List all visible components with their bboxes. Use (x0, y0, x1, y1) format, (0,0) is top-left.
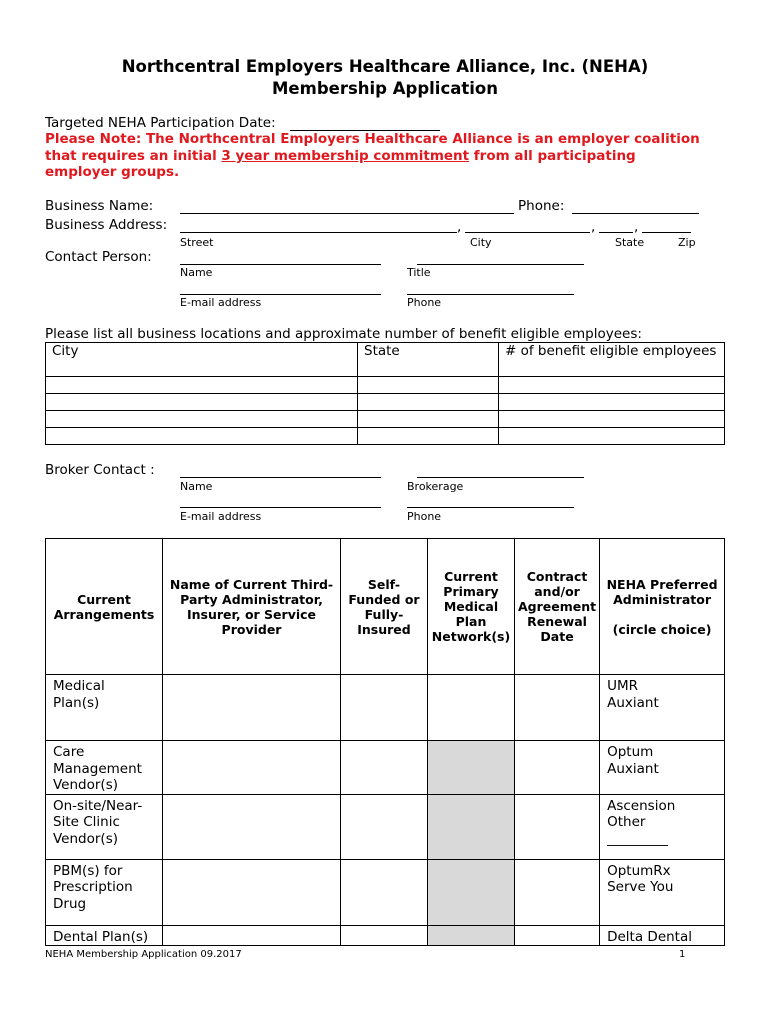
table-row (46, 741, 725, 795)
address-comma-1: , (457, 219, 462, 235)
state-field[interactable] (599, 232, 633, 233)
business-name-field[interactable] (180, 213, 514, 214)
contact-person-label: Contact Person: (45, 249, 152, 265)
renewal-cell[interactable] (515, 925, 600, 946)
row-label: Dental Plan(s) (46, 925, 163, 946)
table-row (46, 675, 725, 741)
state-cell[interactable] (358, 377, 499, 394)
funding-cell[interactable] (341, 859, 428, 925)
arrangements-table (45, 538, 725, 946)
street-caption: Street (180, 236, 214, 249)
current-arrangements-header: Current Arrangements (46, 539, 163, 675)
circle-choice-note: (circle choice) (612, 621, 712, 637)
funding-cell[interactable] (341, 925, 428, 946)
choice-ascension[interactable]: Ascension (607, 797, 676, 814)
renewal-cell[interactable] (515, 859, 600, 925)
current-administrator-header: Name of Current Third-Party Administrator, Insurer, or Service Provider (163, 539, 341, 675)
preferred-cell (600, 794, 725, 859)
contact-title-field[interactable] (417, 264, 584, 265)
address-comma-3: , (634, 219, 639, 235)
funding-cell[interactable] (341, 675, 428, 741)
contact-email-field[interactable] (180, 294, 381, 295)
city-field[interactable] (465, 232, 590, 233)
broker-name-field[interactable] (180, 477, 381, 478)
row-label: Care Management Vendor(s) (46, 741, 163, 795)
preferred-administrator-title: NEHA Preferred Administrator (606, 576, 718, 607)
contact-name-caption: Name (180, 266, 213, 279)
choice-auxiant[interactable]: Auxiant (607, 694, 659, 711)
renewal-date-header: Contract and/or Agreement Renewal Date (515, 539, 600, 675)
funding-cell[interactable] (341, 741, 428, 795)
state-cell[interactable] (358, 428, 499, 445)
employees-header: # of benefit eligible employees (499, 343, 725, 377)
table-row (46, 394, 725, 411)
choice-delta-dental[interactable]: Delta Dental (607, 928, 692, 945)
address-comma-2: , (591, 219, 596, 235)
street-field[interactable] (180, 232, 457, 233)
broker-contact-label: Broker Contact : (45, 462, 155, 478)
network-cell-shaded (428, 741, 515, 795)
preferred-cell (600, 741, 725, 795)
contact-email-caption: E-mail address (180, 296, 262, 309)
phone-field[interactable] (572, 213, 699, 214)
administrator-cell[interactable] (163, 925, 341, 946)
renewal-cell[interactable] (515, 741, 600, 795)
employees-cell[interactable] (499, 377, 725, 394)
choice-auxiant[interactable]: Auxiant (607, 760, 659, 777)
contact-phone-field[interactable] (407, 294, 574, 295)
city-cell[interactable] (46, 411, 358, 428)
funding-type-header: Self-Funded or Fully-Insured (341, 539, 428, 675)
choice-serve-you[interactable]: Serve You (607, 879, 674, 895)
brokerage-field[interactable] (417, 477, 584, 478)
employees-cell[interactable] (499, 411, 725, 428)
note-line-1: Please Note: The Northcentral Employers Healthcare Alliance is an employer coalition (45, 131, 700, 147)
state-header: State (358, 343, 499, 377)
broker-phone-caption: Phone (407, 510, 442, 523)
note-commitment: 3 year membership commitment (221, 148, 470, 164)
contact-title-caption: Title (407, 266, 431, 279)
choice-optumrx[interactable]: OptumRx (607, 862, 671, 879)
footer-text: NEHA Membership Application 09.2017 (45, 949, 242, 960)
choice-optum[interactable]: Optum (607, 744, 654, 760)
funding-cell[interactable] (341, 794, 428, 859)
table-row (46, 794, 725, 859)
employees-cell[interactable] (499, 428, 725, 445)
broker-email-field[interactable] (180, 507, 381, 508)
other-blank[interactable]: _________ (607, 830, 668, 847)
page-subtitle: Membership Application (272, 79, 498, 98)
broker-email-caption: E-mail address (180, 510, 262, 523)
locations-header-row (46, 343, 725, 377)
preferred-cell (600, 925, 725, 946)
preferred-cell (600, 859, 725, 925)
city-header: City (46, 343, 358, 377)
state-cell[interactable] (358, 394, 499, 411)
zip-caption: Zip (678, 236, 696, 249)
broker-phone-field[interactable] (407, 507, 574, 508)
city-cell[interactable] (46, 428, 358, 445)
broker-name-caption: Name (180, 480, 213, 493)
note-line-2-after: from all participating (469, 148, 636, 164)
city-cell[interactable] (46, 377, 358, 394)
row-label: On-site/Near-Site Clinic Vendor(s) (46, 794, 163, 859)
brokerage-caption: Brokerage (407, 480, 464, 493)
participation-date-label: Targeted NEHA Participation Date: (45, 115, 276, 131)
table-row (46, 859, 725, 925)
row-label: Medical Plan(s) (46, 675, 163, 741)
note-line-3: employer groups. (45, 164, 180, 180)
business-name-label: Business Name: (45, 198, 154, 214)
network-cell-shaded (428, 859, 515, 925)
preferred-administrator-header (600, 539, 725, 675)
choice-umr[interactable]: UMR (607, 678, 639, 694)
administrator-cell[interactable] (163, 859, 341, 925)
page-title: Northcentral Employers Healthcare Alliance, Inc. (NEHA) (121, 57, 649, 76)
network-cell-shaded (428, 794, 515, 859)
primary-network-header: Current Primary Medical Plan Network(s) (428, 539, 515, 675)
note-line-2-before: that requires an initial (45, 148, 222, 164)
city-caption: City (470, 236, 492, 249)
city-cell[interactable] (46, 394, 358, 411)
note-line-2 (45, 148, 636, 164)
locations-table (45, 342, 725, 445)
zip-field[interactable] (642, 232, 691, 233)
administrator-cell[interactable] (163, 794, 341, 859)
arrangements-header-row (46, 539, 725, 675)
state-caption: State (615, 236, 645, 249)
choice-other[interactable]: Other (607, 814, 646, 830)
table-row (46, 428, 725, 445)
administrator-cell[interactable] (163, 741, 341, 795)
employees-cell[interactable] (499, 394, 725, 411)
network-cell-shaded (428, 925, 515, 946)
page-number: 1 (679, 949, 686, 960)
renewal-cell[interactable] (515, 794, 600, 859)
contact-name-field[interactable] (180, 264, 381, 265)
state-cell[interactable] (358, 411, 499, 428)
phone-label: Phone: (518, 198, 565, 214)
business-address-label: Business Address: (45, 217, 168, 233)
table-row (46, 925, 725, 946)
locations-intro: Please list all business locations and approximate number of benefit eligible employees: (45, 326, 642, 342)
network-cell[interactable] (428, 675, 515, 741)
row-label: PBM(s) for Prescription Drug (46, 859, 163, 925)
administrator-cell[interactable] (163, 675, 341, 741)
renewal-cell[interactable] (515, 675, 600, 741)
table-row (46, 411, 725, 428)
table-row (46, 377, 725, 394)
preferred-cell (600, 675, 725, 741)
contact-phone-caption: Phone (407, 296, 442, 309)
